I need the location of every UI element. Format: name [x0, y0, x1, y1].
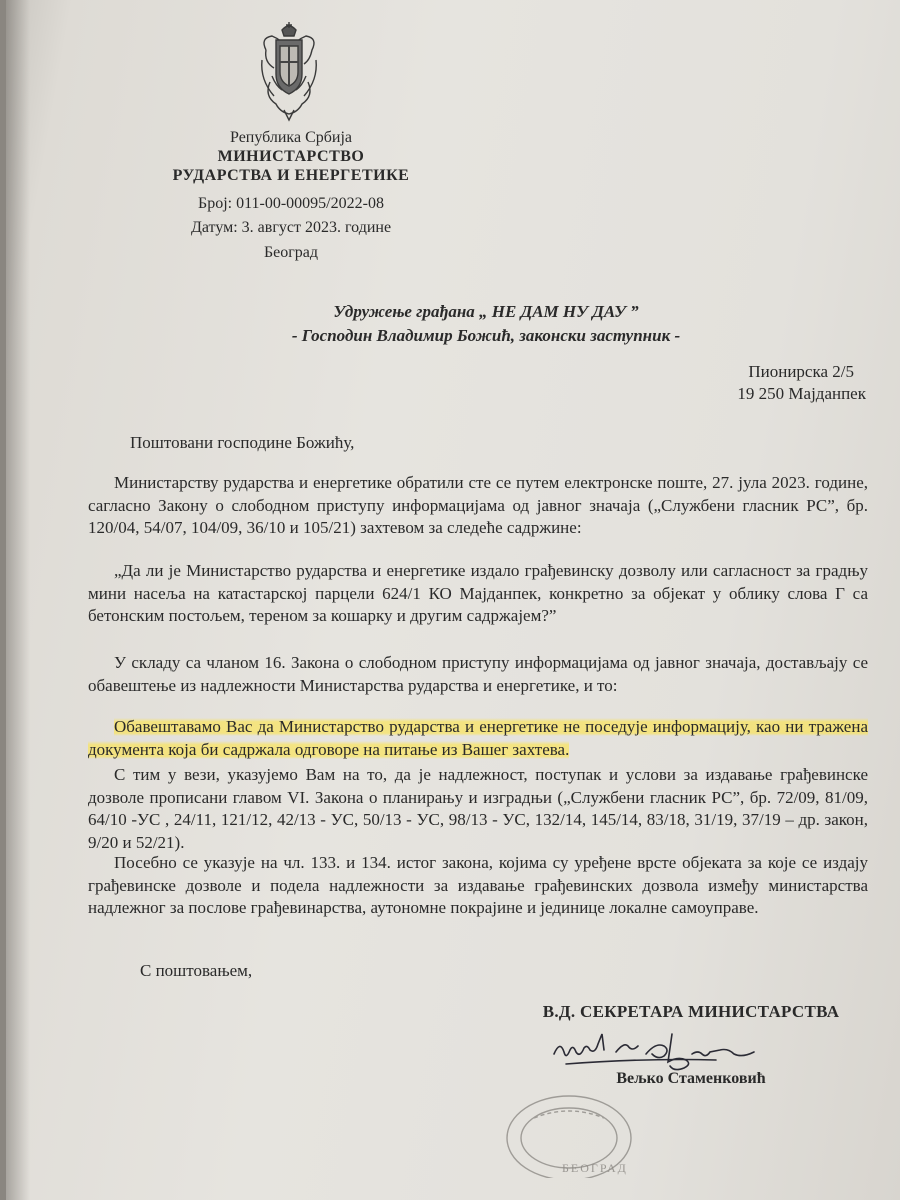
addressee-representative: - Господин Владимир Божић, законски заступник - — [291, 326, 681, 345]
salutation: Поштовани господине Божићу, — [130, 433, 355, 452]
svg-text:БЕОГРАД: БЕОГРАД — [562, 1161, 628, 1175]
ministry-name-line1: МИНИСТАРСТВО — [217, 148, 365, 165]
closing: С поштовањем, — [140, 961, 253, 980]
republic-name: Република Србија — [230, 129, 352, 146]
paragraph-response — [88, 716, 868, 761]
signatory-name: Вељко Стаменковић — [616, 1070, 766, 1087]
coat-of-arms-icon — [258, 20, 320, 124]
addressee-organization: Удружење грађана „ НЕ ДАМ НУ ДАУ ” — [333, 302, 639, 321]
page-edge-shadow — [6, 0, 30, 1200]
official-stamp — [494, 1078, 644, 1178]
document-date: Датум: 3. август 2023. године — [190, 219, 392, 236]
paragraph-articles: Посебно се указује на чл. 133. и 134. истог закона, којима су уређене врсте објеката за које се издају грађевинске дозволе и подела надлежности за издавање грађевинских дозвола између министарства надлежног за послове грађевинарства, аутономне покрајине и јединице локалне самоуправе. — [88, 853, 868, 918]
ministry-name-line2: РУДАРСТВА И ЕНЕРГЕТИКЕ — [172, 167, 410, 184]
addressee-street: Пионирска 2/5 — [748, 362, 854, 381]
paragraph-legal-basis: У складу са чланом 16. Закона о слободном приступу информацијама од јавног значаја, достављају се обавештење из надлежности Министарства рударства и енергетике, и то: — [88, 653, 868, 695]
quoted-request: „Да ли је Министарство рударства и енергетике издало грађевинску дозволу или сагласност за градњу мини насеља на катастарској парцели 624/1 КО Мајданпек, конкретно за објекат у облику слова Г са бетонским постољем, тереном за кошарку и другим садржајем?” — [88, 561, 868, 626]
paragraph-competence: С тим у вези, указујемо Вам на то, да је надлежност, поступак и услови за издавање грађевинске дозволе прописани главом VI. Закона о планирању и изградњи („Службени гласник РС”, бр. 72/09, 81/09, 64/10 -УС , 24/11, 121/12, 42/13 - УС, 50/13 - УС, 98/13 - УС, 132/14, 145/14, 83/18, 31/19, 37/19 – др. закон, 9/20 и 52/21). — [88, 765, 868, 852]
signatory-title: В.Д. СЕКРЕТАРА МИНИСТАРСТВА — [542, 1002, 840, 1021]
document-number: Број: 011-00-00095/2022-08 — [198, 195, 384, 212]
paragraph-request-intro: Министарству рударства и енергетике обратили сте се путем електронске поште, 27. јула 2023. године, сагласно Закону о слободном приступу информацијама од јавног значаја („Службени гласник РС”, бр. 120/04, 54/07, 104/09, 36/10 и 105/21) захтевом за следеће садржине: — [88, 473, 868, 538]
document-city: Београд — [263, 244, 319, 261]
highlighted-response-text: Обавештавамо Вас да Министарство рударства и енергетике не поседује информацију, као ни тражена документа која би садржала одговоре на питање из Вашег захтева. — [88, 717, 868, 759]
addressee-city: 19 250 Мајданпек — [737, 384, 866, 403]
letter-page — [6, 0, 900, 1200]
